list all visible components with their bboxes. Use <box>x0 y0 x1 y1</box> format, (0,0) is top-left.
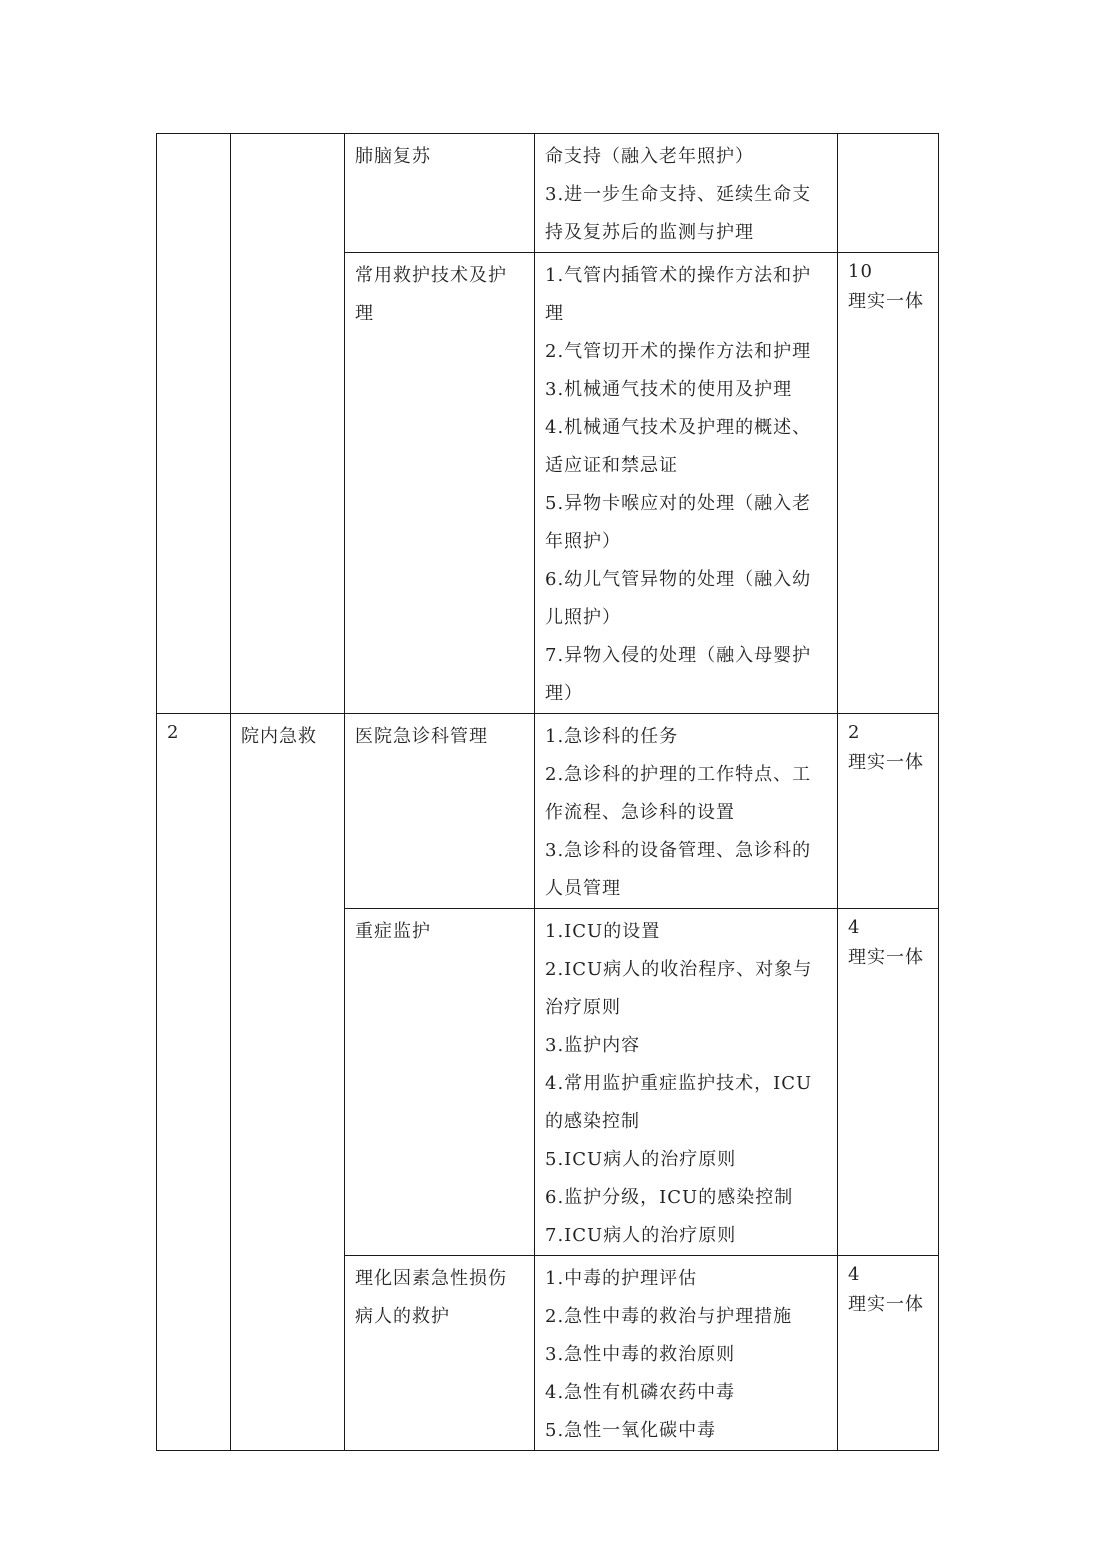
content-cell <box>535 714 838 909</box>
content-item: 3.监护内容 <box>545 1035 641 1056</box>
content-item: 3.机械通气技术的使用及护理 <box>545 379 793 400</box>
hours-cell <box>838 134 939 253</box>
hours-cell <box>838 714 939 909</box>
content-item: 5.异物卡喉应对的处理（融入老年照护） <box>545 493 812 552</box>
seq-cell <box>157 134 231 714</box>
hours-value: 10 <box>848 261 873 282</box>
hours-cell <box>838 253 939 714</box>
content-cell <box>535 909 838 1256</box>
content-item: 命支持（融入老年照护） <box>545 146 754 167</box>
hours-value: 4 <box>848 1264 861 1285</box>
seq-number: 2 <box>167 722 180 743</box>
module-cell <box>231 134 345 714</box>
content-item: 2.气管切开术的操作方法和护理 <box>545 341 812 362</box>
topic-cell: 医院急诊科管理 <box>345 714 535 909</box>
content-cell <box>535 134 838 253</box>
teaching-mode: 理实一体 <box>848 1294 924 1315</box>
module-cell <box>231 714 345 1451</box>
content-item: 3.急性中毒的救治原则 <box>545 1344 736 1365</box>
topic-cell: 肺脑复苏 <box>345 134 535 253</box>
topic-cell: 常用救护技术及护理 <box>345 253 535 714</box>
content-item: 1.急诊科的任务 <box>545 726 679 747</box>
content-item: 4.机械通气技术及护理的概述、适应证和禁忌证 <box>545 417 812 476</box>
content-item: 4.常用监护重症监护技术，ICU的感染控制 <box>545 1073 813 1132</box>
content-item: 4.急性有机磷农药中毒 <box>545 1382 736 1403</box>
content-item: 1.ICU的设置 <box>545 921 661 942</box>
hours-value: 2 <box>848 722 861 743</box>
content-item: 1.气管内插管术的操作方法和护理 <box>545 265 812 324</box>
seq-cell <box>157 714 231 1451</box>
content-item: 2.急性中毒的救治与护理措施 <box>545 1306 793 1327</box>
topic-cell: 重症监护 <box>345 909 535 1256</box>
content-item: 6.监护分级，ICU的感染控制 <box>545 1187 794 1208</box>
content-item: 7.异物入侵的处理（融入母婴护理） <box>545 645 812 704</box>
content-item: 1.中毒的护理评估 <box>545 1268 698 1289</box>
topic-cell: 理化因素急性损伤病人的救护 <box>345 1256 535 1451</box>
content-cell <box>535 1256 838 1451</box>
teaching-mode: 理实一体 <box>848 752 924 773</box>
hours-value: 4 <box>848 917 861 938</box>
content-item: 2.ICU病人的收治程序、对象与治疗原则 <box>545 959 813 1018</box>
table-row <box>157 714 939 909</box>
teaching-mode: 理实一体 <box>848 291 924 312</box>
teaching-mode: 理实一体 <box>848 947 924 968</box>
content-item: 5.急性一氧化碳中毒 <box>545 1420 717 1441</box>
curriculum-table <box>156 133 939 1451</box>
table-row <box>157 134 939 253</box>
content-item: 7.ICU病人的治疗原则 <box>545 1225 737 1246</box>
content-item: 3.进一步生命支持、延续生命支持及复苏后的监测与护理 <box>545 184 812 243</box>
module-title: 院内急救 <box>241 726 317 747</box>
content-item: 5.ICU病人的治疗原则 <box>545 1149 737 1170</box>
content-item: 2.急诊科的护理的工作特点、工作流程、急诊科的设置 <box>545 764 812 823</box>
hours-cell <box>838 909 939 1256</box>
content-item: 3.急诊科的设备管理、急诊科的人员管理 <box>545 840 812 899</box>
content-cell <box>535 253 838 714</box>
content-item: 6.幼儿气管异物的处理（融入幼儿照护） <box>545 569 812 628</box>
hours-cell <box>838 1256 939 1451</box>
